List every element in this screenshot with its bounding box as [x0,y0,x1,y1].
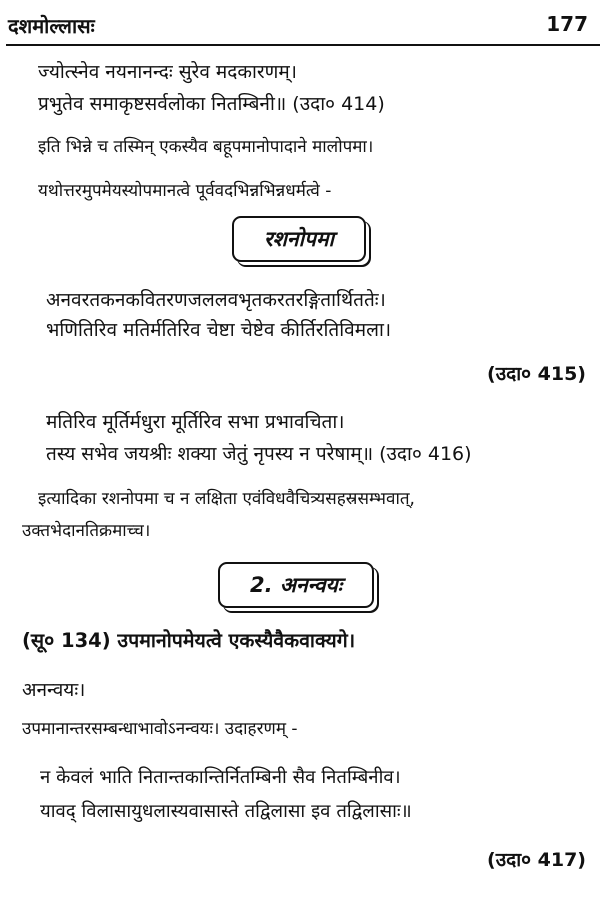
page-number: 177 [546,12,588,36]
verse-417-line-2: यावद् विलासायुधलास्यवासास्ते तद्विलासा इव तद्विलासाः॥ [40,801,412,822]
paragraph-ityadika-line-2: उक्तभेदानतिक्रमाच्च। [22,521,151,541]
verse-416-line-2: तस्य सभेव जयश्रीः शक्या जेतुं नृपस्य न परेषाम्॥ (उदा० 416) [46,443,472,465]
page-header [0,0,600,44]
verse-416-line-1: मतिरिव मूर्तिर्मधुरा मूर्तिरिव सभा प्रभावचिता। [46,411,345,433]
verse-417-ref: (उदा० 417) [487,849,586,871]
sutra-134: (सू० 134) उपमानोपमेयत्वे एकस्यैवैकवाक्यगे। [22,629,356,652]
paragraph-ityadika-line-1: इत्यादिका रशनोपमा च न लक्षिता एवंविधवैचित्र्यसहस्रसम्भवात्, [38,489,415,509]
ananvaya-definition: उपमानान्तरसम्बन्धाभावोऽनन्वयः। उदाहरणम् - [22,719,298,739]
section-heading-ananvaya-text: 2. अनन्वयः [250,573,342,597]
paragraph-rashanopama-intro: यथोत्तरमुपमेयस्योपमानत्वे पूर्ववदभिन्नभिन्नधर्मत्वे - [38,181,332,201]
paragraph-malopama: इति भिन्ने च तस्मिन् एकस्यैव बहूपमानोपादाने मालोपमा। [38,137,374,157]
ananvaya-label: अनन्वयः। [22,679,86,701]
running-head-title: दशमोल्लासः [8,14,95,38]
section-heading-ananvaya [218,562,374,608]
verse-415-ref: (उदा० 415) [487,363,586,385]
verse-414-line-1: ज्योत्स्नेव नयनानन्दः सुरेव मदकारणम्। [38,61,297,83]
verse-417-line-1: न केवलं भाति नितान्तकान्तिर्नितम्बिनी सैव नितम्बिनीव। [40,767,401,788]
section-heading-rashanopama-text: रशनोपमा [264,227,334,251]
verse-415-line-2: भणितिरिव मतिर्मतिरिव चेष्टा चेष्टेव कीर्तिरतिविमला। [46,319,392,341]
verse-414-line-2: प्रभुतेव समाकृष्टसर्वलोका नितम्बिनी॥ (उदा० 414) [38,93,385,115]
header-rule [6,44,600,46]
section-heading-rashanopama [232,216,366,262]
verse-415-line-1: अनवरतकनकवितरणजललवभृतकरतरङ्गितार्थिततेः। [46,289,386,311]
